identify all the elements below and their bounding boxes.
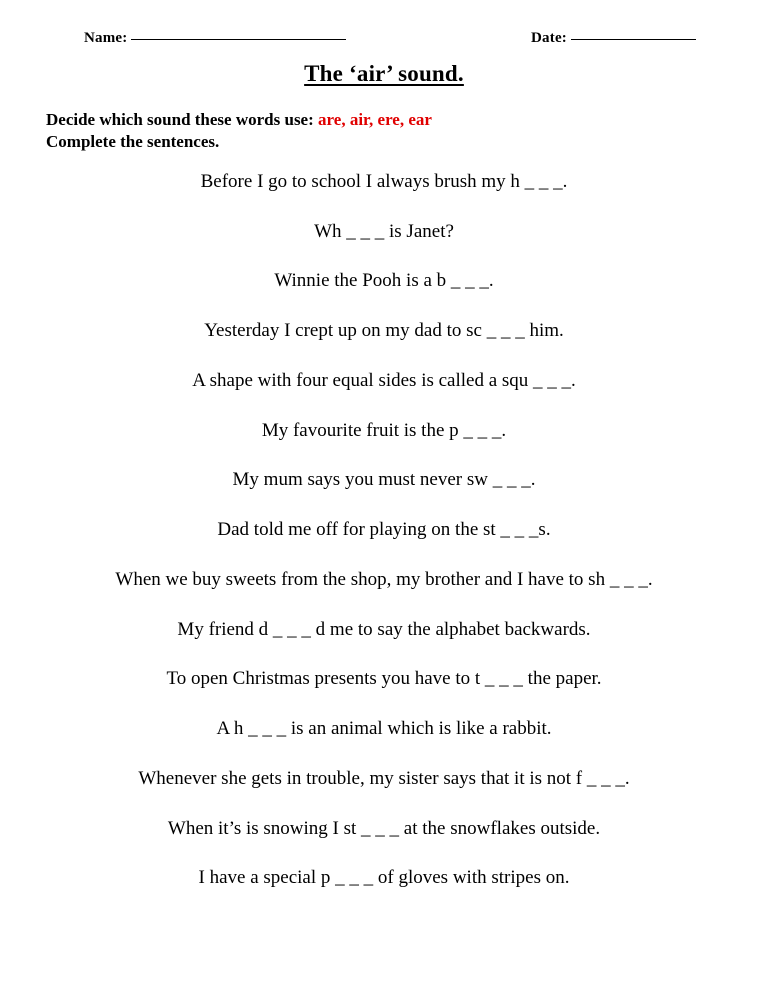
sentence-item[interactable]: When it’s is snowing I st _ _ _ at the snowflakes outside. bbox=[167, 817, 601, 839]
instructions bbox=[0, 109, 768, 154]
instructions-line-1 bbox=[46, 109, 728, 131]
name-label: Name: bbox=[84, 30, 128, 46]
sentence-item[interactable]: My friend d _ _ _ d me to say the alphabet backwards. bbox=[177, 618, 591, 640]
sentence-item[interactable]: Whenever she gets in trouble, my sister says that it is not f _ _ _. bbox=[138, 767, 630, 789]
sentence-list bbox=[0, 170, 768, 890]
instructions-prefix: Decide which sound these words use: bbox=[46, 110, 319, 129]
sentence-item[interactable]: Yesterday I crept up on my dad to sc _ _ _ him. bbox=[204, 320, 564, 342]
worksheet-header bbox=[0, 0, 768, 47]
sentence-item[interactable]: Winnie the Pooh is a b _ _ _. bbox=[274, 270, 494, 292]
date-label: Date: bbox=[531, 30, 567, 46]
sentence-item[interactable]: I have a special p _ _ _ of gloves with stripes on. bbox=[198, 867, 570, 889]
sentence-item[interactable]: When we buy sweets from the shop, my brother and I have to sh _ _ _. bbox=[115, 568, 653, 590]
instructions-sound-list: are, air, ere, ear bbox=[318, 110, 432, 129]
sentence-item[interactable]: To open Christmas presents you have to t _ _ _ the paper. bbox=[166, 668, 602, 690]
instructions-line-2: Complete the sentences. bbox=[46, 132, 220, 152]
sentence-item[interactable]: Before I go to school I always brush my h _ _ _. bbox=[200, 170, 568, 192]
sentence-item[interactable]: My favourite fruit is the p _ _ _. bbox=[261, 419, 507, 441]
sentence-item[interactable]: A h _ _ _ is an animal which is like a rabbit. bbox=[216, 718, 552, 740]
sentence-item[interactable]: A shape with four equal sides is called a squ _ _ _. bbox=[192, 369, 576, 391]
page-title-text: The ‘air’ sound. bbox=[304, 61, 464, 86]
date-field-group bbox=[531, 30, 696, 47]
sentence-item[interactable]: Wh _ _ _ is Janet? bbox=[314, 220, 454, 242]
date-input-line[interactable] bbox=[571, 39, 696, 40]
sentence-item[interactable]: Dad told me off for playing on the st _ _ _s. bbox=[217, 519, 551, 541]
name-input-line[interactable] bbox=[131, 39, 346, 40]
sentence-item[interactable]: My mum says you must never sw _ _ _. bbox=[232, 469, 536, 491]
name-field-group bbox=[84, 30, 346, 47]
page-title bbox=[0, 61, 768, 87]
